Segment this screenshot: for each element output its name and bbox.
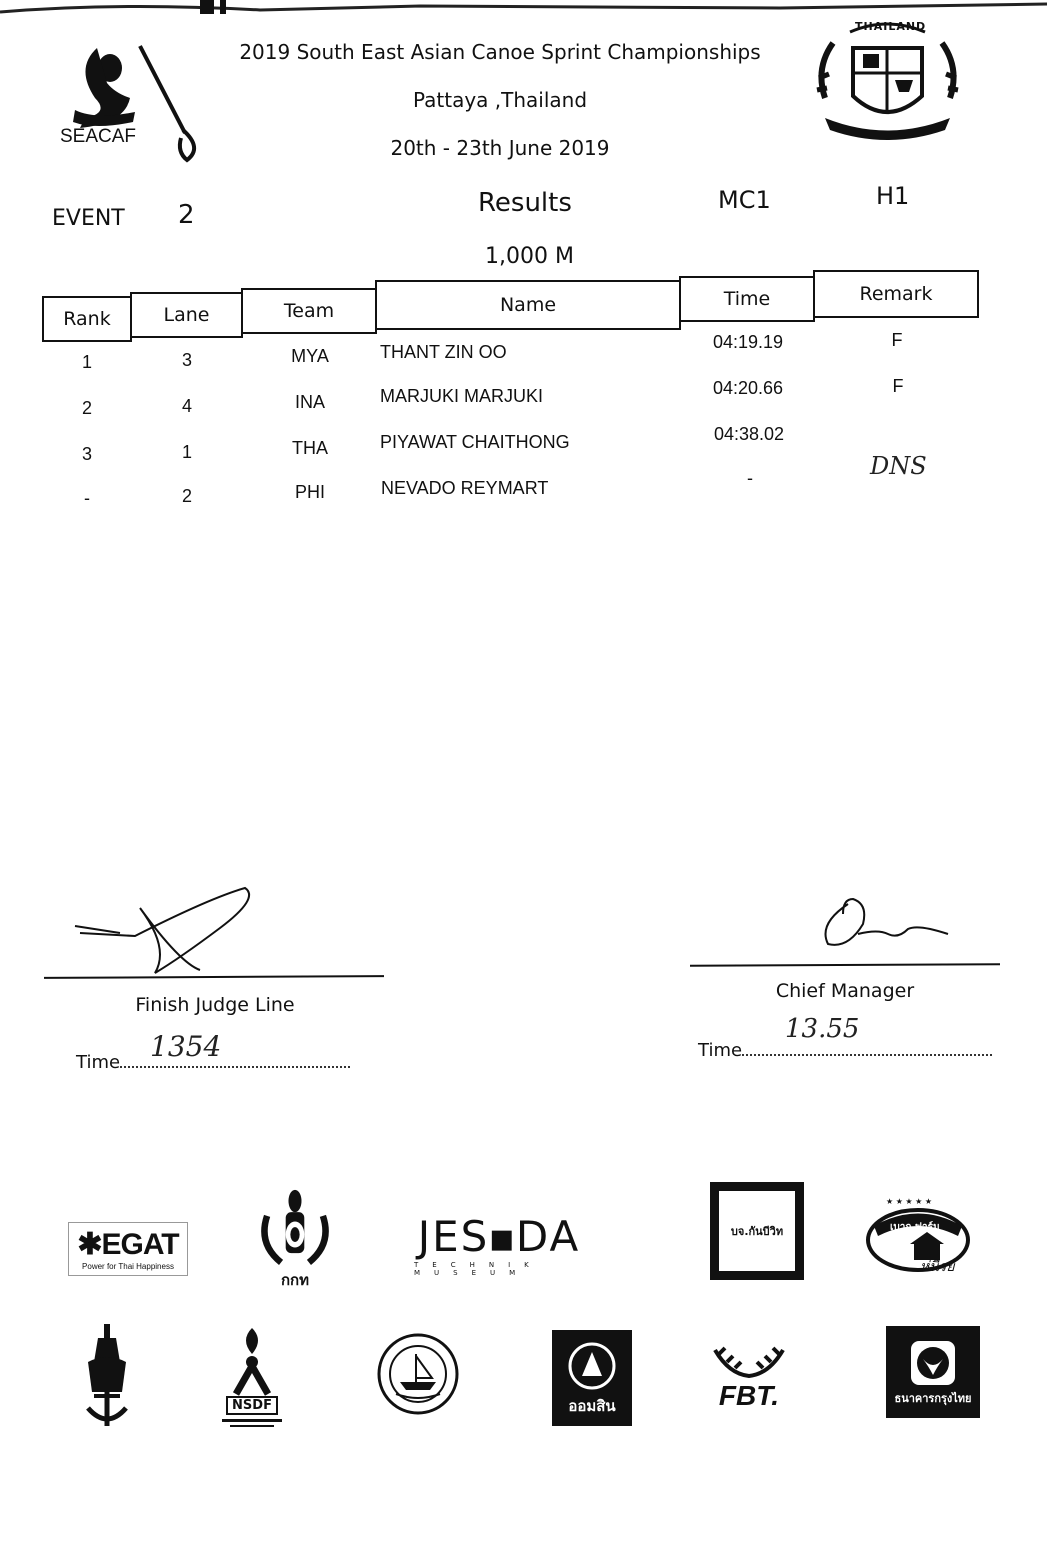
table-row-3-name: PIYAWAT CHAITHONG xyxy=(380,432,570,452)
fbt-text: FBT. xyxy=(718,1380,780,1411)
jesada-museum-logo xyxy=(414,1211,584,1277)
chief-manager-time-value: 13.55 xyxy=(785,1014,860,1044)
egat-tagline: Power for Thai Happiness xyxy=(82,1262,174,1271)
event-distance: 1,000 M xyxy=(485,244,574,269)
col-header-name: Name xyxy=(375,280,681,330)
col-header-time: Time xyxy=(679,276,815,322)
finish-judge-time-value: 1354 xyxy=(150,1030,222,1063)
event-number: 2 xyxy=(178,200,195,230)
table-row-1-time: 04:19.19 xyxy=(713,332,784,352)
farm-logo-text: เบาก ฟาร์ม xyxy=(890,1222,940,1233)
results-heading: Results xyxy=(478,188,572,218)
krungthai-text: ธนาคารกรุงไทย xyxy=(894,1392,972,1405)
krungthai-bank-logo xyxy=(886,1326,980,1418)
col-header-lane: Lane xyxy=(130,292,243,338)
chief-manager-caption: Chief Manager xyxy=(775,980,915,1002)
finish-judge-caption: Finish Judge Line xyxy=(135,994,295,1016)
col-header-rank: Rank xyxy=(42,296,132,342)
event-label: EVENT xyxy=(52,206,125,231)
event-category: MC1 xyxy=(718,186,771,214)
chief-manager-sign-line xyxy=(690,963,1000,967)
event-dates: 20th - 23th June 2019 xyxy=(390,136,610,160)
egat-logo xyxy=(68,1222,188,1276)
royal-navy-emblem xyxy=(80,1322,134,1432)
laurel-icon xyxy=(709,1344,789,1380)
torch-bearer-icon xyxy=(255,1188,335,1268)
table-row-2-name: MARJUKI MARJUKI xyxy=(380,386,544,406)
farm-logo xyxy=(864,1196,972,1278)
crest-icon xyxy=(805,18,970,143)
table-row-3-rank: 3 xyxy=(81,444,92,464)
table-row-1-rank: 1 xyxy=(81,352,92,372)
fbt-logo xyxy=(706,1340,792,1416)
seacaf-logo-text: SEACAF xyxy=(60,126,137,147)
scan-edge-artifact xyxy=(0,0,1047,14)
event-heat: H1 xyxy=(876,182,910,210)
table-row-4-team: PHI xyxy=(294,482,325,502)
table-row-1-name: THANT ZIN OO xyxy=(380,342,507,362)
company-box-logo xyxy=(710,1182,804,1280)
table-row-4-remark: DNS xyxy=(870,452,927,480)
finish-judge-sign-line xyxy=(44,975,384,979)
table-row-4-name: NEVADO REYMART xyxy=(381,478,549,498)
table-row-2-lane: 4 xyxy=(181,396,192,416)
table-row-2-time: 04:20.66 xyxy=(713,378,784,398)
sports-authority-logo xyxy=(252,1188,338,1292)
table-row-2-rank: 2 xyxy=(81,398,92,418)
table-row-1-team: MYA xyxy=(291,346,329,366)
col-header-team: Team xyxy=(241,288,377,334)
nsdf-logo xyxy=(210,1320,294,1432)
championship-title: 2019 South East Asian Canoe Sprint Championships xyxy=(239,40,761,64)
finish-judge-signature xyxy=(60,878,260,978)
ktt-text: กกท xyxy=(280,1271,310,1289)
table-row-4-rank: - xyxy=(84,488,90,508)
table-row-4-lane: 2 xyxy=(181,486,192,506)
jesada-subtitle: TECHNIK MUSEUM xyxy=(414,1260,543,1277)
anchor-crest-icon xyxy=(80,1322,134,1432)
table-row-1-lane: 3 xyxy=(181,350,192,370)
torch-figure-icon xyxy=(222,1326,282,1396)
table-row-4-time: - xyxy=(747,468,753,488)
seacaf-logo xyxy=(55,38,205,168)
company-box-text: บจ.กันบีวิท xyxy=(730,1225,784,1238)
canoeist-icon xyxy=(55,38,205,168)
thailand-federation-emblem xyxy=(805,18,970,143)
egat-logo-text: ✱EGAT xyxy=(77,1228,179,1261)
finish-judge-time: Time xyxy=(76,1052,350,1073)
jesada-wordmark: JES■DA xyxy=(417,1211,581,1261)
bank-crest-icon xyxy=(564,1338,620,1394)
government-savings-bank-logo xyxy=(552,1330,632,1426)
table-row-1-remark: F xyxy=(891,330,903,350)
ship-seal-icon xyxy=(376,1332,460,1416)
table-row-3-team: THA xyxy=(292,438,328,458)
table-row-3-lane: 1 xyxy=(181,442,192,462)
nsdf-text: NSDF xyxy=(226,1396,278,1415)
table-row-2-team: INA xyxy=(294,392,325,412)
chief-manager-time: Time xyxy=(698,1040,992,1061)
car-icon: ■ xyxy=(489,1224,516,1254)
bird-icon xyxy=(907,1337,959,1389)
emblem-thailand-text: THAILAND xyxy=(855,20,927,33)
chief-manager-signature xyxy=(808,884,968,954)
table-row-2-remark: F xyxy=(892,376,904,396)
farm-badge-icon xyxy=(864,1196,972,1278)
port-authority-seal xyxy=(376,1332,460,1416)
table-row-3-time: 04:38.02 xyxy=(714,424,785,444)
farm-logo-script: ห่นีรย xyxy=(920,1259,955,1275)
svg-text:★ ★ ★ ★ ★: ★ ★ ★ ★ ★ xyxy=(886,1197,933,1206)
omsin-text: ออมสิน xyxy=(568,1397,616,1415)
col-header-remark: Remark xyxy=(813,270,979,318)
event-location: Pattaya ,Thailand xyxy=(412,88,588,112)
